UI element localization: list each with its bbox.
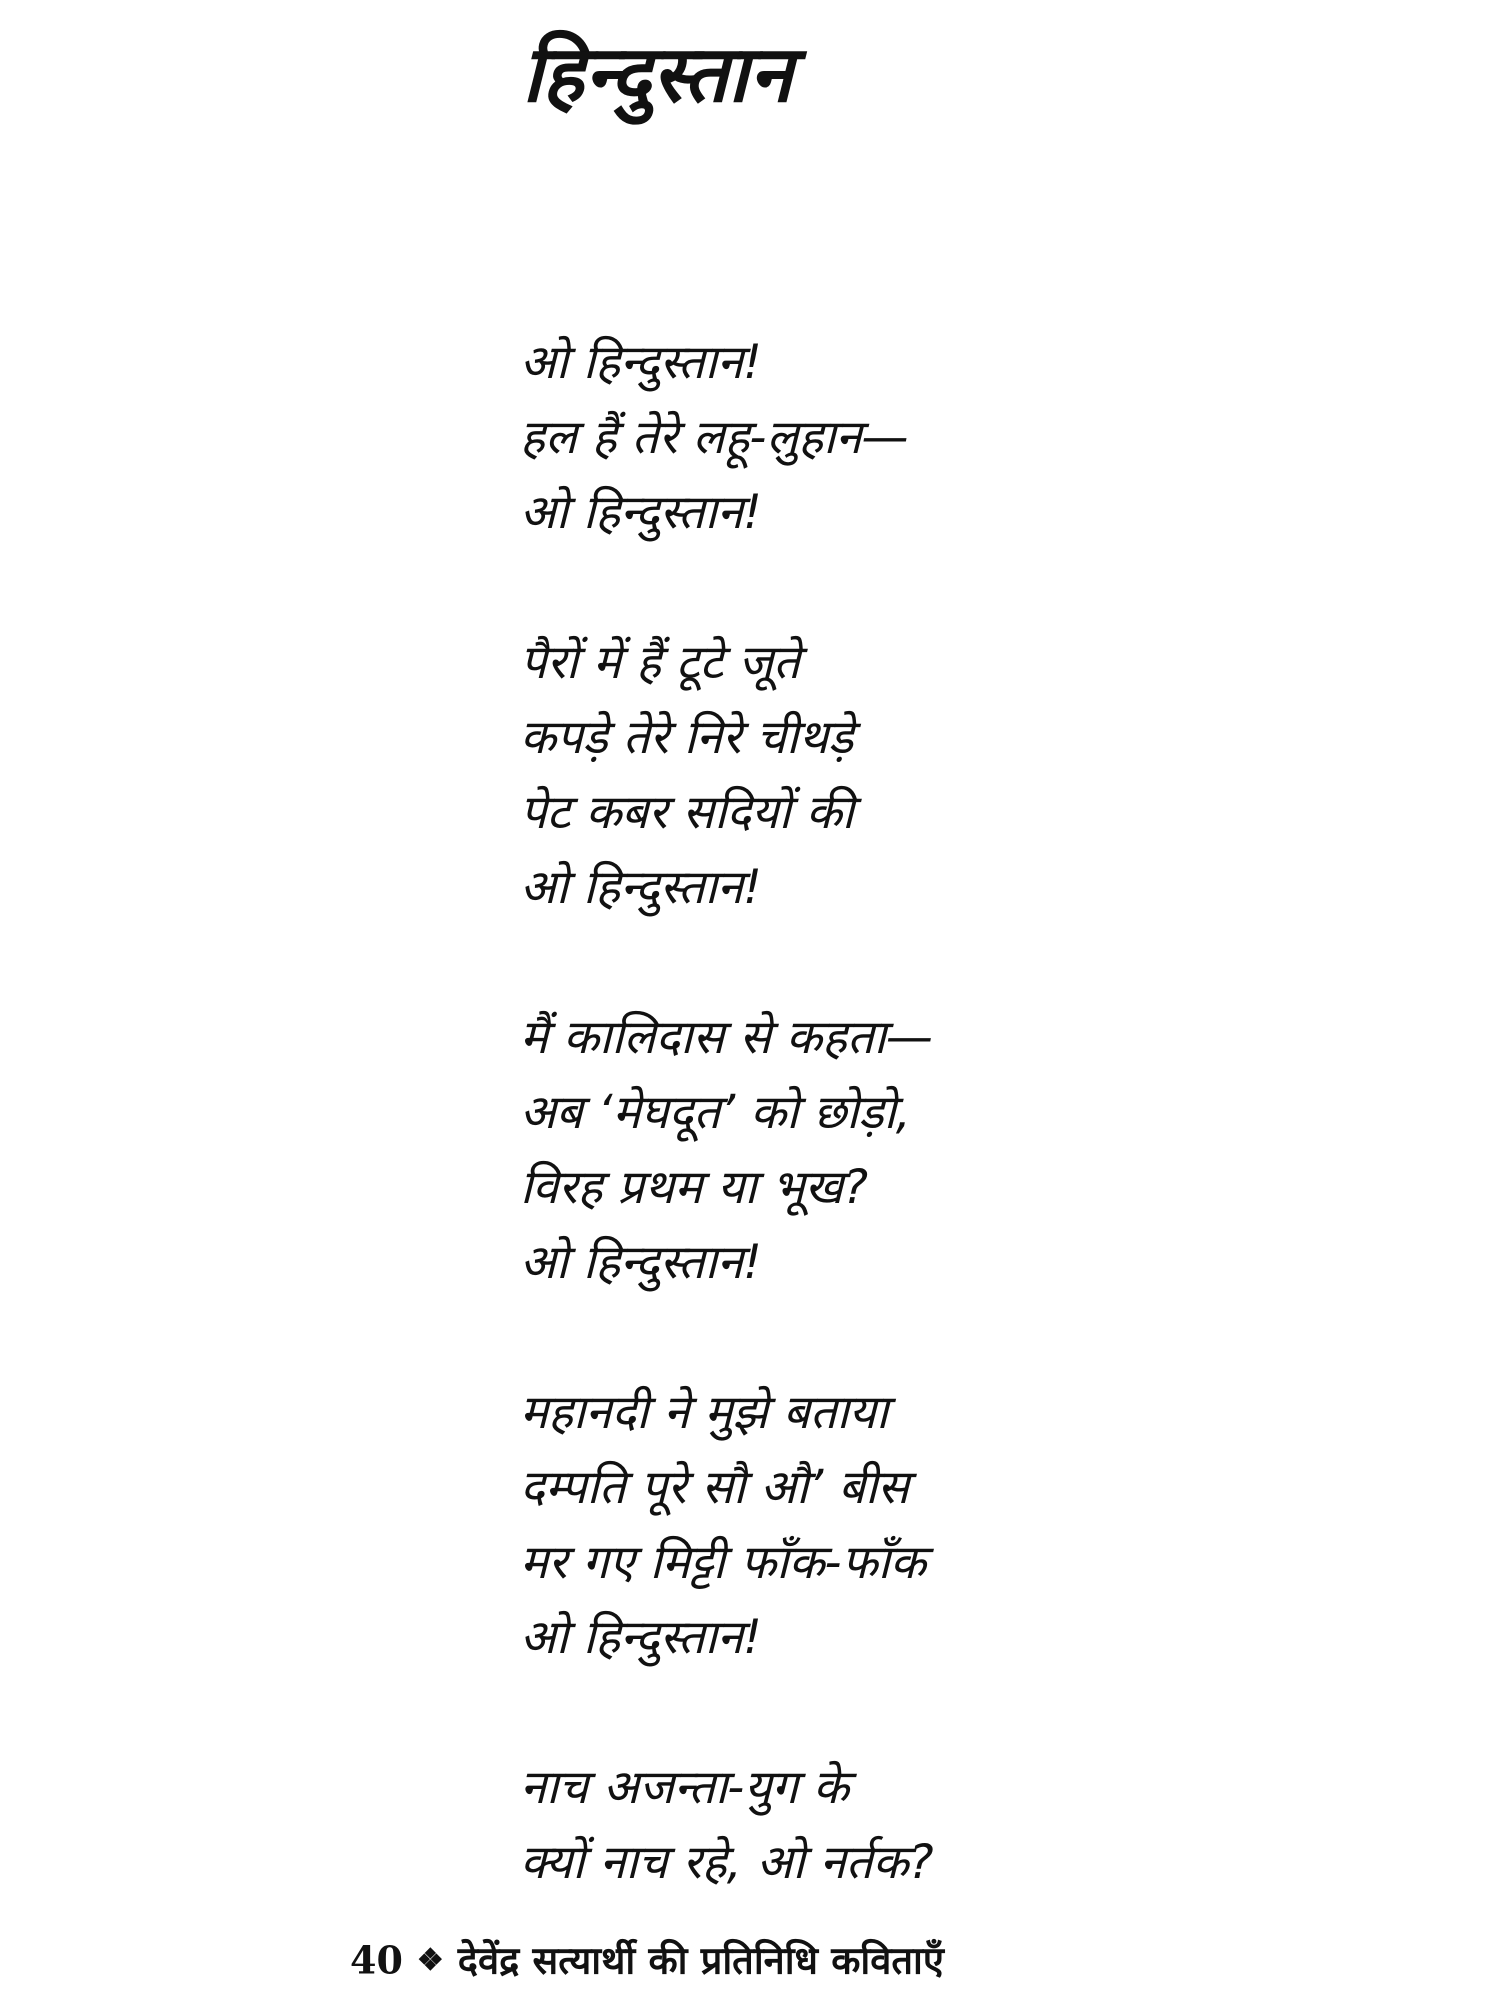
poem-line: अब ‘मेघदूत’ को छोड़ो, (520, 1085, 911, 1140)
poem-line: नाच अजन्ता-युग के (520, 1760, 849, 1815)
poem-line: क्यों नाच रहे, ओ नर्तक? (520, 1835, 934, 1890)
poem-line: मर गए मिट्टी फाँक-फाँक (520, 1535, 927, 1590)
stanza (520, 1000, 1240, 1300)
page-footer (350, 1937, 944, 1983)
poem-line: ओ हिन्दुस्तान! (520, 860, 762, 915)
poem-line: पैरों में हैं टूटे जूते (520, 635, 800, 690)
poem-line: दम्पति पूरे सौ औ’ बीस (520, 1460, 910, 1515)
stanza (520, 1750, 1240, 1900)
poem-line: पेट कबर सदियों की (520, 785, 854, 840)
poem-line: ओ हिन्दुस्तान! (520, 1610, 762, 1665)
poem-line: ओ हिन्दुस्तान! (520, 485, 762, 540)
poem-line: कपड़े तेरे निरे चीथड़े (520, 710, 854, 765)
poem-line: मैं कालिदास से कहता— (520, 1010, 933, 1065)
stanza (520, 1375, 1240, 1675)
poem-line: महानदी ने मुझे बताया (520, 1385, 889, 1440)
poem-line: हल हैं तेरे लहू-लुहान— (520, 410, 909, 465)
stanza (520, 325, 1240, 550)
poem-line: ओ हिन्दुस्तान! (520, 1235, 762, 1290)
book-title: देवेंद्र सत्यार्थी की प्रतिनिधि कविताएँ (457, 1937, 944, 1983)
diamond-ornament-icon: ❖ (416, 1942, 444, 1978)
page-number: 40 (350, 1937, 403, 1983)
poem-line: ओ हिन्दुस्तान! (520, 335, 762, 390)
poem-line: विरह प्रथम या भूख? (520, 1160, 869, 1215)
stanza (520, 625, 1240, 925)
poem-title: हिन्दुस्तान (522, 30, 794, 120)
poem-body (520, 325, 1240, 1975)
